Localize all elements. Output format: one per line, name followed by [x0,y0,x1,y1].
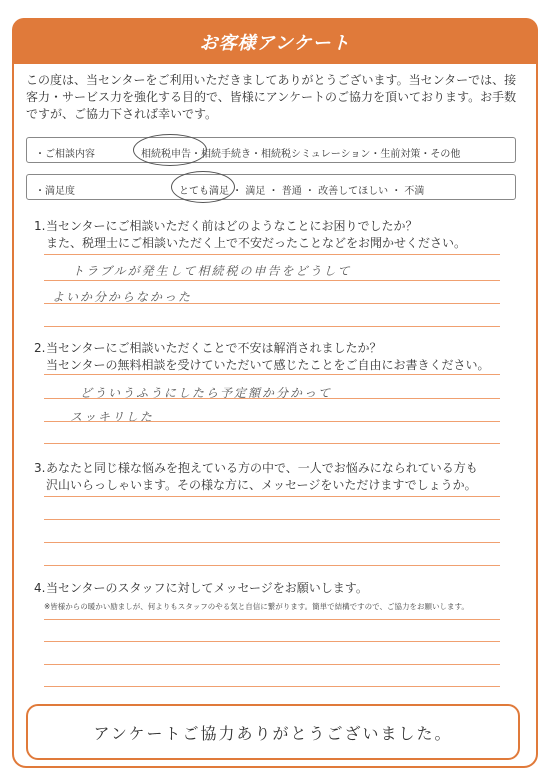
intro-text: この度は、当センターをご利用いただきましてありがとうございます。当センターでは、接客力・サービス力を強化する目的で、皆様にアンケートのご協力を頂いております。お手数ですが、ご協力下されば幸いです。 [26,73,517,121]
question-1-line-1: 当センターにご相談いただく前はどのようなことにお困りでしたか？ [46,219,418,233]
answer-line [44,421,500,422]
survey-header [12,18,538,64]
answer-line [44,619,500,620]
answer-line [44,664,500,665]
answer-2-line-1: どういうふうにしたら予定額か分かって [80,386,333,400]
consultation-options: 相続税申告・相続手続き・相続税シミュレーション・生前対策・その他 [141,149,461,160]
question-2-line-2: 当センターの無料相談を受けていただいて感じたことをご自由にお書きください。 [46,358,490,372]
answer-line [44,641,500,642]
question-1-line-2: また、税理士にご相談いただく上で不安だったことなどをお聞かせください。 [46,236,467,250]
answer-line [44,519,500,520]
question-4-line-1: 当センターのスタッフに対してメッセージをお願いします。 [46,581,368,595]
answer-1-line-2: よいか分からなかった [52,290,193,304]
answer-line [44,303,500,304]
answer-1-line-1: トラブルが発生して相続税の申告をどうして [72,264,352,278]
answer-line [44,254,500,255]
answer-line [44,280,500,281]
answer-2-line-2: スッキリした [70,410,154,424]
answer-line [44,496,500,497]
survey-title: お客様アンケート [199,33,351,54]
answer-line [44,443,500,444]
satisfaction-field [26,174,516,200]
thank-you-text: アンケートご協力ありがとうございました。 [93,724,453,743]
answer-line [44,398,500,399]
consultation-field [26,137,516,163]
consultation-label: ・ご相談内容 [35,149,95,160]
question-3-line-2: 沢山いらっしゃいます。その様な方に、メッセージをいただけますでしょうか。 [46,478,477,492]
question-2-line-1: 当センターにご相談いただくことで不安は解消されましたか？ [46,341,382,355]
thank-you-box [26,704,520,760]
answer-line [44,565,500,566]
answer-line [44,326,500,327]
question-4-note: ※皆様からの暖かい励ましが、何よりもスタッフのやる気と自信に繋がります。簡単で結構ですので、ご協力をお願いします。 [44,602,469,611]
satisfaction-label: ・満足度 [35,186,75,197]
selection-circle [133,134,207,166]
satisfaction-options: とても満足 ・ 満足 ・ 普通 ・ 改善してほしい ・ 不満 [179,186,425,197]
answer-line [44,686,500,687]
question-3-line-1: あなたと同じ様な悩みを抱えている方の中で、一人でお悩みになられている方も [46,461,478,475]
answer-line [44,542,500,543]
answer-line [44,374,500,375]
selection-circle [171,171,235,203]
